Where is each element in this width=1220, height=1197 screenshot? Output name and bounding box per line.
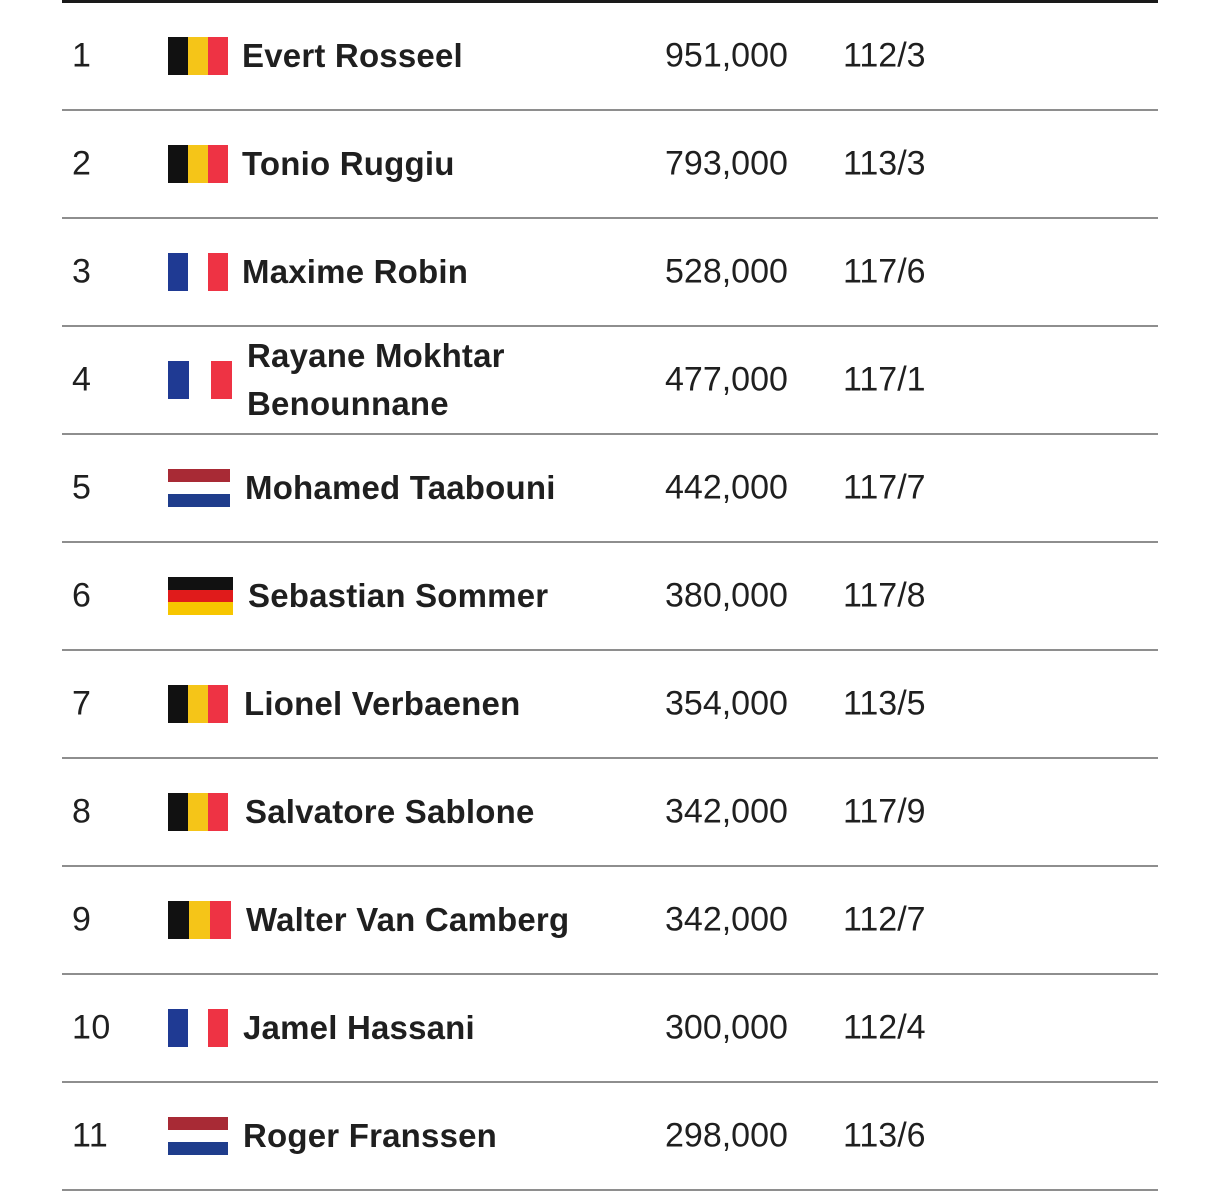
player-name: Lionel Verbaenen — [244, 685, 521, 722]
rank-cell: 1 — [72, 36, 92, 75]
points-cell: 528,000 — [665, 252, 788, 291]
score-cell: 117/6 — [843, 252, 926, 291]
score-cell: 117/8 — [843, 576, 926, 615]
table-row — [62, 759, 1158, 867]
table-row — [62, 975, 1158, 1083]
points-cell: 342,000 — [665, 900, 788, 939]
score-cell: 113/6 — [843, 1116, 926, 1155]
score-cell: 113/5 — [843, 684, 926, 723]
points-cell: 354,000 — [665, 684, 788, 723]
rank-cell: 9 — [72, 900, 92, 939]
score-cell: 113/3 — [843, 144, 926, 183]
score-cell: 112/4 — [843, 1008, 926, 1047]
table-row — [62, 3, 1158, 111]
points-cell: 300,000 — [665, 1008, 788, 1047]
score-cell: 117/1 — [843, 360, 926, 399]
belgium-flag-icon — [168, 37, 228, 75]
france-flag-icon — [168, 1009, 228, 1047]
rank-cell: 2 — [72, 144, 92, 183]
score-cell: 117/7 — [843, 468, 926, 507]
table-row — [62, 111, 1158, 219]
rank-cell: 10 — [72, 1008, 111, 1047]
ranking-table — [62, 0, 1158, 1191]
score-cell: 117/9 — [843, 792, 926, 831]
germany-flag-icon — [168, 577, 233, 615]
points-cell: 442,000 — [665, 468, 788, 507]
table-row — [62, 651, 1158, 759]
points-cell: 793,000 — [665, 144, 788, 183]
table-row — [62, 327, 1158, 435]
rank-cell: 4 — [72, 360, 92, 399]
table-row — [62, 435, 1158, 543]
player-name: Salvatore Sablone — [245, 793, 535, 830]
score-cell: 112/3 — [843, 36, 926, 75]
player-name: Maxime Robin — [242, 253, 469, 290]
player-name: Walter Van Camberg — [246, 901, 570, 938]
rank-cell: 5 — [72, 468, 92, 507]
points-cell: 342,000 — [665, 792, 788, 831]
france-flag-icon — [168, 361, 232, 399]
rank-cell: 11 — [72, 1116, 109, 1155]
belgium-flag-icon — [168, 685, 228, 723]
player-name: Sebastian Sommer — [248, 577, 549, 614]
table-row — [62, 543, 1158, 651]
points-cell: 380,000 — [665, 576, 788, 615]
table-row — [62, 219, 1158, 327]
player-name: Tonio Ruggiu — [242, 145, 455, 182]
points-cell: 951,000 — [665, 36, 788, 75]
player-name: Rayane Mokhtar Benounnane — [247, 337, 505, 422]
rank-cell: 6 — [72, 576, 92, 615]
table-row — [62, 867, 1158, 975]
belgium-flag-icon — [168, 901, 231, 939]
score-cell: 112/7 — [843, 900, 926, 939]
player-name: Jamel Hassani — [243, 1009, 475, 1046]
rank-cell: 8 — [72, 792, 92, 831]
netherlands-flag-icon — [168, 1117, 228, 1155]
table-row — [62, 1083, 1158, 1191]
belgium-flag-icon — [168, 793, 228, 831]
france-flag-icon — [168, 253, 228, 291]
rank-cell: 7 — [72, 684, 92, 723]
player-name: Evert Rosseel — [242, 37, 463, 74]
rank-cell: 3 — [72, 252, 92, 291]
player-name: Roger Franssen — [243, 1117, 498, 1154]
points-cell: 298,000 — [665, 1116, 788, 1155]
points-cell: 477,000 — [665, 360, 788, 399]
belgium-flag-icon — [168, 145, 228, 183]
netherlands-flag-icon — [168, 469, 230, 507]
player-name: Mohamed Taabouni — [245, 469, 556, 506]
